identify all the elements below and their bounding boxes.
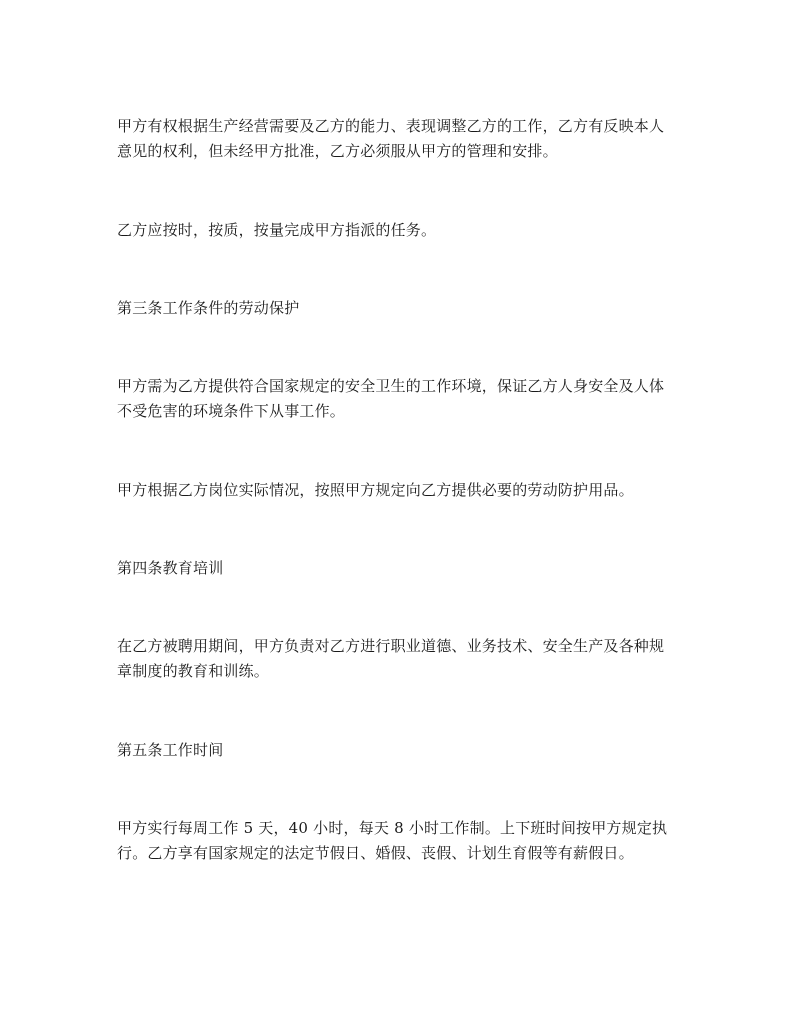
paragraph-safe-environment: 甲方需为乙方提供符合国家规定的安全卫生的工作环境，保证乙方人身安全及人体 不受危害的环境条件下从事工作。	[117, 377, 665, 420]
paragraph-training: 在乙方被聘用期间，甲方负责对乙方进行职业道德、业务技术、安全生产及各种规 章制度的教育和训练。	[117, 637, 665, 680]
section-heading-article-4: 第四条教育培训	[117, 559, 224, 577]
paragraph-protective-equipment: 甲方根据乙方岗位实际情况，按照甲方规定向乙方提供必要的劳动防护用品。	[117, 481, 634, 499]
paragraph-working-hours: 甲方实行每周工作 5 天，40 小时，每天 8 小时工作制。上下班时间按甲方规定执 行。乙方享有国家规定的法定节假日、婚假、丧假、计划生育假等有薪假日。	[117, 819, 668, 862]
paragraph-task-completion: 乙方应按时，按质，按量完成甲方指派的任务。	[117, 221, 437, 239]
section-heading-article-5: 第五条工作时间	[117, 741, 224, 759]
paragraph-job-adjustment: 甲方有权根据生产经营需要及乙方的能力、表现调整乙方的工作，乙方有反映本人 意见的权利，但未经甲方批准，乙方必须服从甲方的管理和安排。	[117, 117, 665, 160]
section-heading-article-3: 第三条工作条件的劳动保护	[117, 299, 300, 317]
